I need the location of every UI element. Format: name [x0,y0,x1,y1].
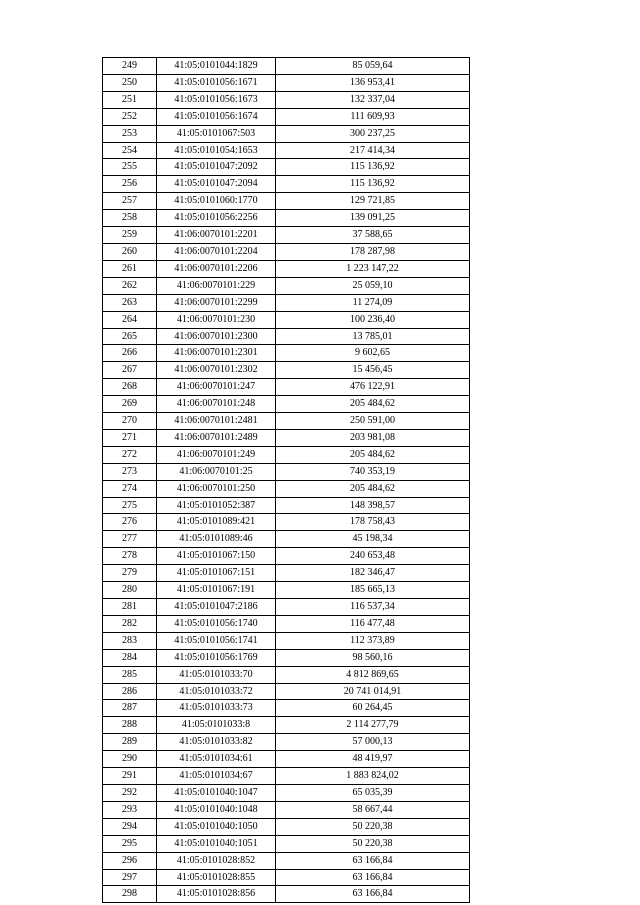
row-number-cell: 261 [103,260,157,277]
table-row [103,277,470,294]
cadastral-number-cell: 41:05:0101033:73 [157,700,276,717]
cadastral-number-cell: 41:06:0070101:229 [157,277,276,294]
cadastral-value-cell: 50 220,38 [276,818,470,835]
cadastral-number-cell: 41:05:0101034:67 [157,768,276,785]
row-number-cell: 298 [103,886,157,903]
cadastral-value-cell: 63 166,84 [276,886,470,903]
cadastral-number-cell: 41:05:0101056:1674 [157,108,276,125]
table-row [103,666,470,683]
cadastral-value-cell: 20 741 014,91 [276,683,470,700]
row-number-cell: 293 [103,801,157,818]
cadastral-number-cell: 41:05:0101067:503 [157,125,276,142]
cadastral-value-cell: 116 537,34 [276,599,470,616]
row-number-cell: 288 [103,717,157,734]
row-number-cell: 291 [103,768,157,785]
cadastral-value-cell: 205 484,62 [276,480,470,497]
cadastral-value-cell: 4 812 869,65 [276,666,470,683]
cadastral-value-cell: 58 667,44 [276,801,470,818]
table-row [103,142,470,159]
row-number-cell: 275 [103,497,157,514]
cadastral-number-cell: 41:05:0101044:1829 [157,58,276,75]
table-row [103,260,470,277]
table-row [103,243,470,260]
table-row [103,649,470,666]
table-row [103,108,470,125]
row-number-cell: 296 [103,852,157,869]
cadastral-value-cell: 60 264,45 [276,700,470,717]
cadastral-value-cell: 115 136,92 [276,176,470,193]
table-row [103,835,470,852]
cadastral-number-cell: 41:06:0070101:25 [157,463,276,480]
row-number-cell: 277 [103,531,157,548]
table-row [103,74,470,91]
row-number-cell: 294 [103,818,157,835]
row-number-cell: 249 [103,58,157,75]
cadastral-number-cell: 41:06:0070101:250 [157,480,276,497]
table-row [103,548,470,565]
cadastral-value-cell: 136 953,41 [276,74,470,91]
table-row [103,328,470,345]
table-row [103,751,470,768]
cadastral-value-cell: 217 414,34 [276,142,470,159]
cadastral-number-cell: 41:05:0101047:2094 [157,176,276,193]
cadastral-value-cell: 182 346,47 [276,565,470,582]
cadastral-number-cell: 41:05:0101040:1051 [157,835,276,852]
cadastral-number-cell: 41:05:0101033:8 [157,717,276,734]
cadastral-number-cell: 41:05:0101047:2092 [157,159,276,176]
row-number-cell: 285 [103,666,157,683]
cadastral-value-cell: 240 653,48 [276,548,470,565]
table-row [103,818,470,835]
row-number-cell: 276 [103,514,157,531]
cadastral-value-table [102,57,470,903]
cadastral-value-cell: 45 198,34 [276,531,470,548]
table-row [103,497,470,514]
cadastral-number-cell: 41:05:0101033:72 [157,683,276,700]
cadastral-value-cell: 1 223 147,22 [276,260,470,277]
cadastral-number-cell: 41:05:0101034:61 [157,751,276,768]
cadastral-number-cell: 41:05:0101056:2256 [157,210,276,227]
row-number-cell: 272 [103,446,157,463]
table-row [103,362,470,379]
table-row [103,58,470,75]
row-number-cell: 278 [103,548,157,565]
cadastral-number-cell: 41:05:0101047:2186 [157,599,276,616]
table-row [103,446,470,463]
table-row [103,125,470,142]
cadastral-number-cell: 41:05:0101067:151 [157,565,276,582]
table-row [103,768,470,785]
row-number-cell: 284 [103,649,157,666]
cadastral-value-cell: 300 237,25 [276,125,470,142]
cadastral-value-cell: 205 484,62 [276,396,470,413]
cadastral-value-cell: 1 883 824,02 [276,768,470,785]
table-row [103,531,470,548]
row-number-cell: 290 [103,751,157,768]
cadastral-number-cell: 41:05:0101054:1653 [157,142,276,159]
cadastral-value-cell: 740 353,19 [276,463,470,480]
row-number-cell: 257 [103,193,157,210]
row-number-cell: 274 [103,480,157,497]
cadastral-value-cell: 100 236,40 [276,311,470,328]
cadastral-value-cell: 132 337,04 [276,91,470,108]
table-row [103,294,470,311]
row-number-cell: 280 [103,582,157,599]
cadastral-number-cell: 41:05:0101040:1047 [157,784,276,801]
cadastral-number-cell: 41:06:0070101:2201 [157,227,276,244]
row-number-cell: 265 [103,328,157,345]
cadastral-number-cell: 41:05:0101040:1050 [157,818,276,835]
table-row [103,700,470,717]
cadastral-number-cell: 41:06:0070101:2302 [157,362,276,379]
table-body [103,58,470,903]
table-row [103,159,470,176]
table-row [103,852,470,869]
table-row [103,396,470,413]
row-number-cell: 255 [103,159,157,176]
row-number-cell: 270 [103,413,157,430]
table-row [103,345,470,362]
row-number-cell: 254 [103,142,157,159]
cadastral-value-cell: 185 665,13 [276,582,470,599]
table-row [103,801,470,818]
cadastral-number-cell: 41:06:0070101:2204 [157,243,276,260]
row-number-cell: 267 [103,362,157,379]
row-number-cell: 289 [103,734,157,751]
table-row [103,717,470,734]
cadastral-number-cell: 41:06:0070101:249 [157,446,276,463]
cadastral-number-cell: 41:06:0070101:2301 [157,345,276,362]
cadastral-number-cell: 41:05:0101089:46 [157,531,276,548]
row-number-cell: 283 [103,632,157,649]
table-row [103,582,470,599]
row-number-cell: 262 [103,277,157,294]
row-number-cell: 287 [103,700,157,717]
cadastral-number-cell: 41:06:0070101:2299 [157,294,276,311]
cadastral-value-cell: 115 136,92 [276,159,470,176]
table-row [103,227,470,244]
cadastral-value-cell: 65 035,39 [276,784,470,801]
table-row [103,176,470,193]
cadastral-value-cell: 178 758,43 [276,514,470,531]
table-row [103,429,470,446]
cadastral-value-cell: 111 609,93 [276,108,470,125]
table-row [103,683,470,700]
cadastral-number-cell: 41:05:0101056:1740 [157,615,276,632]
row-number-cell: 266 [103,345,157,362]
row-number-cell: 268 [103,379,157,396]
row-number-cell: 251 [103,91,157,108]
row-number-cell: 281 [103,599,157,616]
row-number-cell: 258 [103,210,157,227]
cadastral-value-cell: 11 274,09 [276,294,470,311]
table-row [103,463,470,480]
cadastral-value-cell: 205 484,62 [276,446,470,463]
cadastral-number-cell: 41:05:0101033:82 [157,734,276,751]
row-number-cell: 292 [103,784,157,801]
cadastral-value-cell: 2 114 277,79 [276,717,470,734]
cadastral-value-cell: 57 000,13 [276,734,470,751]
table-row [103,886,470,903]
row-number-cell: 263 [103,294,157,311]
cadastral-value-cell: 250 591,00 [276,413,470,430]
row-number-cell: 250 [103,74,157,91]
cadastral-value-cell: 116 477,48 [276,615,470,632]
table-row [103,632,470,649]
cadastral-number-cell: 41:05:0101067:150 [157,548,276,565]
cadastral-number-cell: 41:05:0101056:1673 [157,91,276,108]
row-number-cell: 273 [103,463,157,480]
table-row [103,91,470,108]
row-number-cell: 259 [103,227,157,244]
table-row [103,480,470,497]
cadastral-value-cell: 9 602,65 [276,345,470,362]
table-row [103,784,470,801]
cadastral-number-cell: 41:06:0070101:248 [157,396,276,413]
table-row [103,379,470,396]
cadastral-value-cell: 15 456,45 [276,362,470,379]
cadastral-value-cell: 203 981,08 [276,429,470,446]
cadastral-value-cell: 48 419,97 [276,751,470,768]
cadastral-value-cell: 178 287,98 [276,243,470,260]
cadastral-value-cell: 37 588,65 [276,227,470,244]
cadastral-number-cell: 41:06:0070101:2481 [157,413,276,430]
cadastral-value-cell: 139 091,25 [276,210,470,227]
cadastral-number-cell: 41:05:0101056:1769 [157,649,276,666]
cadastral-number-cell: 41:06:0070101:2300 [157,328,276,345]
table-row [103,210,470,227]
table-row [103,514,470,531]
row-number-cell: 264 [103,311,157,328]
cadastral-number-cell: 41:05:0101052:387 [157,497,276,514]
cadastral-number-cell: 41:05:0101056:1741 [157,632,276,649]
cadastral-number-cell: 41:05:0101067:191 [157,582,276,599]
cadastral-number-cell: 41:05:0101040:1048 [157,801,276,818]
row-number-cell: 253 [103,125,157,142]
table-row [103,413,470,430]
row-number-cell: 256 [103,176,157,193]
cadastral-value-cell: 476 122,91 [276,379,470,396]
row-number-cell: 279 [103,565,157,582]
row-number-cell: 286 [103,683,157,700]
table-row [103,869,470,886]
cadastral-number-cell: 41:06:0070101:2489 [157,429,276,446]
row-number-cell: 295 [103,835,157,852]
row-number-cell: 252 [103,108,157,125]
table-row [103,599,470,616]
cadastral-number-cell: 41:06:0070101:230 [157,311,276,328]
cadastral-value-cell: 98 560,16 [276,649,470,666]
cadastral-value-cell: 50 220,38 [276,835,470,852]
table-row [103,565,470,582]
cadastral-number-cell: 41:05:0101028:856 [157,886,276,903]
cadastral-number-cell: 41:05:0101089:421 [157,514,276,531]
cadastral-value-cell: 85 059,64 [276,58,470,75]
table-row [103,311,470,328]
row-number-cell: 260 [103,243,157,260]
row-number-cell: 271 [103,429,157,446]
cadastral-number-cell: 41:05:0101060:1770 [157,193,276,210]
table-row [103,734,470,751]
cadastral-number-cell: 41:05:0101028:852 [157,852,276,869]
cadastral-value-cell: 13 785,01 [276,328,470,345]
cadastral-number-cell: 41:05:0101028:855 [157,869,276,886]
cadastral-value-cell: 129 721,85 [276,193,470,210]
cadastral-number-cell: 41:05:0101033:70 [157,666,276,683]
row-number-cell: 269 [103,396,157,413]
cadastral-number-cell: 41:06:0070101:2206 [157,260,276,277]
cadastral-number-cell: 41:05:0101056:1671 [157,74,276,91]
cadastral-value-cell: 112 373,89 [276,632,470,649]
cadastral-value-cell: 63 166,84 [276,869,470,886]
table-row [103,193,470,210]
cadastral-value-cell: 63 166,84 [276,852,470,869]
row-number-cell: 297 [103,869,157,886]
cadastral-number-cell: 41:06:0070101:247 [157,379,276,396]
row-number-cell: 282 [103,615,157,632]
cadastral-value-cell: 148 398,57 [276,497,470,514]
table-row [103,615,470,632]
cadastral-value-cell: 25 059,10 [276,277,470,294]
